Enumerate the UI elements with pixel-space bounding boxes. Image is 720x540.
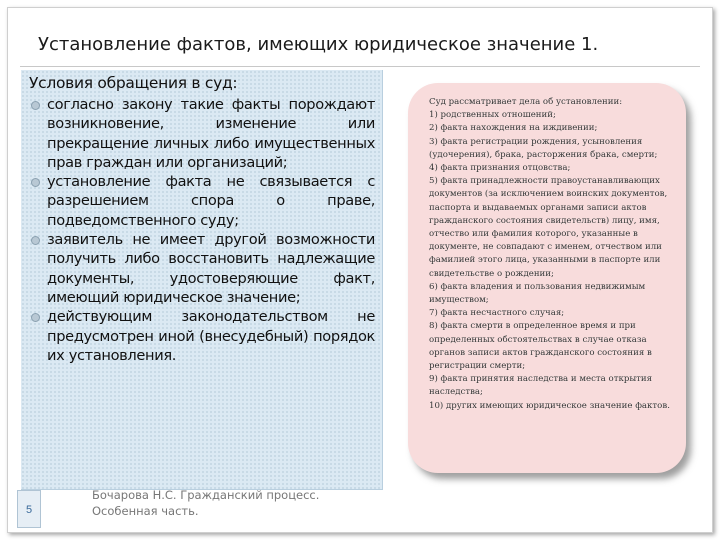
cases-line: 5) факта принадлежности правоустанавливающих документов (за исключением воинских документов, паспорта и выдаваемых органами записи актов гражданского состояния свидетельств) лицу, имя, отчество или фамилия которого, указанные в документе, не совпадают с именем, отчеством или фамилией этого лица, указанными в паспорте или свидетельстве о рождении; [429, 176, 668, 279]
bullet-icon [31, 236, 40, 245]
condition-text: согласно закону такие факты порождают возникновение, изменение или прекращение личных либо имущественных прав граждан или организаций; [47, 96, 375, 171]
condition-item [25, 172, 375, 230]
condition-text: установление факта не связывается с разрешением спора о праве, подведомственного суду; [47, 173, 375, 229]
cases-line: 4) факта признания отцовства; [429, 163, 571, 174]
condition-item [25, 95, 375, 172]
condition-text: заявитель не имеет другой возможности получить либо восстановить надлежащие документы, удостоверяющие факт, имеющий юридическое значение; [47, 231, 375, 306]
cases-line: 3) факта регистрации рождения, усыновления (удочерения), брака, расторжения брака, смерти; [429, 136, 658, 160]
page-number: 5 [17, 490, 41, 528]
conditions-heading: Условия обращения в суд: [29, 74, 238, 92]
bullet-icon [31, 313, 40, 322]
condition-text: действующим законодательством не предусмотрен иной (внесудебный) порядок их установления. [47, 308, 375, 364]
footer-source [92, 487, 319, 519]
cases-line: 2) факта нахождения на иждивении; [429, 123, 598, 134]
footer-source-line: Особенная часть. [92, 504, 199, 518]
conditions-list [25, 95, 375, 365]
title-divider [20, 66, 700, 67]
condition-item [25, 307, 375, 365]
cases-line: 10) других имеющих юридическое значение фактов. [429, 400, 670, 411]
slide-title: Установление фактов, имеющих юридическое значение 1. [38, 34, 599, 55]
bullet-icon [31, 178, 40, 187]
cases-line: 7) факта несчастного случая; [429, 308, 565, 319]
cases-line: 8) факта смерти в определенное время и при определенных обстоятельствах в случае отказа органов записи актов гражданского состояния в регистрации смерти; [429, 321, 652, 372]
condition-item [25, 230, 375, 307]
bullet-icon [31, 101, 40, 110]
cases-panel [408, 83, 686, 473]
conditions-panel [21, 70, 383, 490]
cases-line: 6) факта владения и пользования недвижимым имуществом; [429, 281, 646, 306]
cases-line: 9) факта принятия наследства и места открытия наследства; [429, 374, 653, 398]
cases-line: 1) родственных отношений; [429, 110, 556, 121]
footer-source-line: Бочарова Н.С. Гражданский процесс. [92, 488, 320, 502]
cases-line: Суд рассматривает дела об установлении: [429, 97, 623, 107]
